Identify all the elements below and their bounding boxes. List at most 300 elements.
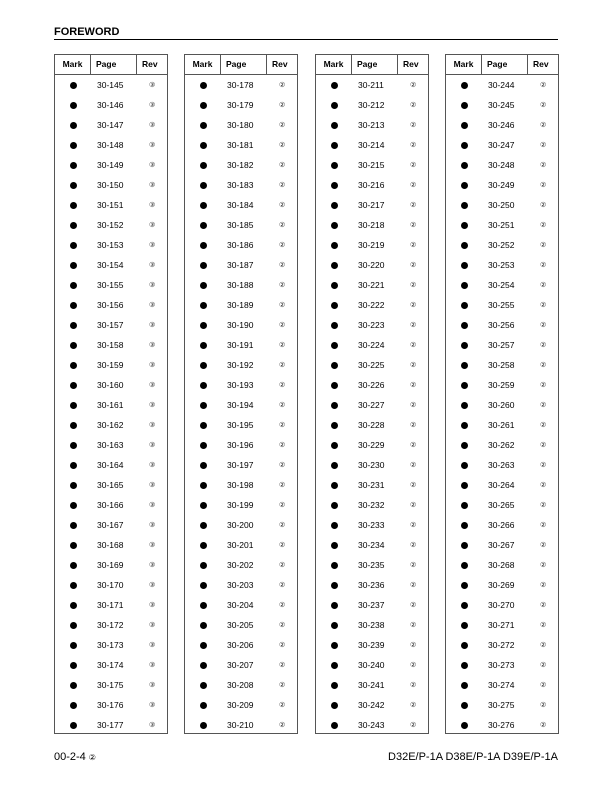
- page-cell: 30-257: [488, 340, 515, 350]
- table-row: [316, 215, 428, 235]
- page-cell: 30-165: [97, 480, 124, 490]
- page-cell: 30-238: [358, 620, 385, 630]
- table-row: [446, 555, 558, 575]
- table-row: [446, 95, 558, 115]
- table-row: [316, 475, 428, 495]
- table-row: [55, 615, 167, 635]
- mark-cell: [316, 402, 352, 409]
- rev-cell: ②: [279, 382, 286, 389]
- mark-cell: [55, 342, 91, 349]
- revision-mark-dot-icon: [331, 582, 338, 589]
- page-cell: 30-243: [358, 720, 385, 730]
- rev-cell: ②: [540, 582, 547, 589]
- rev-cell: ②: [540, 642, 547, 649]
- page-cell: 30-195: [227, 420, 254, 430]
- table-row: [446, 675, 558, 695]
- table-row: [185, 315, 297, 335]
- mark-cell: [446, 482, 482, 489]
- mark-cell: [185, 682, 221, 689]
- mark-cell: [55, 462, 91, 469]
- footer-page-number: [54, 751, 96, 763]
- table-row: [316, 395, 428, 415]
- page-cell: 30-241: [358, 680, 385, 690]
- rev-cell: ③: [149, 82, 156, 89]
- table-row: [316, 575, 428, 595]
- table-row: [185, 515, 297, 535]
- page-cell: 30-224: [358, 340, 385, 350]
- page-cell: 30-160: [97, 380, 124, 390]
- page-cell: 30-146: [97, 100, 124, 110]
- page-cell: 30-225: [358, 360, 385, 370]
- page-cell: 30-258: [488, 360, 515, 370]
- rev-cell: ③: [149, 542, 156, 549]
- page-cell: 30-192: [227, 360, 254, 370]
- rev-cell: ②: [279, 182, 286, 189]
- rev-cell: ②: [410, 162, 417, 169]
- mark-cell: [185, 282, 221, 289]
- revision-mark-dot-icon: [331, 162, 338, 169]
- table-row: [446, 215, 558, 235]
- page-cell: 30-218: [358, 220, 385, 230]
- page-cell: 30-159: [97, 360, 124, 370]
- revision-mark-dot-icon: [331, 342, 338, 349]
- page-cell: 30-183: [227, 180, 254, 190]
- page-cell: 30-167: [97, 520, 124, 530]
- header-page: Page: [482, 55, 528, 74]
- page-cell: 30-261: [488, 420, 515, 430]
- page-cell: 30-246: [488, 120, 515, 130]
- table-row: [316, 615, 428, 635]
- rev-cell: ②: [279, 342, 286, 349]
- table-row: [185, 95, 297, 115]
- table-row: [185, 675, 297, 695]
- page-cell: 30-186: [227, 240, 254, 250]
- table-row: [446, 435, 558, 455]
- page-cell: 30-210: [227, 720, 254, 730]
- table-row: [446, 315, 558, 335]
- rev-cell: ②: [279, 242, 286, 249]
- revision-mark-dot-icon: [461, 662, 468, 669]
- revision-mark-dot-icon: [70, 362, 77, 369]
- rev-cell: ②: [279, 622, 286, 629]
- rev-cell: ②: [540, 462, 547, 469]
- page-cell: 30-166: [97, 500, 124, 510]
- revision-mark-dot-icon: [461, 422, 468, 429]
- table-header: [185, 55, 297, 75]
- rev-cell: ②: [410, 582, 417, 589]
- mark-cell: [446, 262, 482, 269]
- rev-cell: ②: [540, 302, 547, 309]
- revision-mark-dot-icon: [200, 302, 207, 309]
- table-row: [446, 135, 558, 155]
- mark-cell: [446, 542, 482, 549]
- page-cell: 30-232: [358, 500, 385, 510]
- page-cell: 30-190: [227, 320, 254, 330]
- header-rev: Rev: [272, 59, 288, 69]
- rev-cell: ②: [279, 222, 286, 229]
- revision-mark-dot-icon: [461, 542, 468, 549]
- revision-mark-dot-icon: [70, 242, 77, 249]
- page-cell: 30-269: [488, 580, 515, 590]
- table-row: [185, 475, 297, 495]
- page-cell: 30-193: [227, 380, 254, 390]
- table-row: [55, 275, 167, 295]
- mark-cell: [446, 722, 482, 729]
- page-cell: 30-163: [97, 440, 124, 450]
- rev-cell: ②: [279, 522, 286, 529]
- table-row: [446, 695, 558, 715]
- mark-cell: [185, 562, 221, 569]
- mark-cell: [446, 162, 482, 169]
- rev-cell: ②: [410, 362, 417, 369]
- mark-cell: [316, 562, 352, 569]
- rev-cell: ③: [149, 642, 156, 649]
- rev-cell: ②: [279, 602, 286, 609]
- revision-mark-dot-icon: [331, 142, 338, 149]
- rev-cell: ②: [279, 142, 286, 149]
- mark-cell: [185, 222, 221, 229]
- rev-cell: ②: [279, 662, 286, 669]
- revision-mark-dot-icon: [200, 722, 207, 729]
- table-row: [446, 175, 558, 195]
- page-cell: 30-145: [97, 80, 124, 90]
- mark-cell: [55, 702, 91, 709]
- revision-mark-dot-icon: [331, 82, 338, 89]
- rev-cell: ②: [410, 82, 417, 89]
- page-cell: 30-204: [227, 600, 254, 610]
- mark-cell: [446, 562, 482, 569]
- table-row: [316, 315, 428, 335]
- table-row: [55, 95, 167, 115]
- table-row: [185, 335, 297, 355]
- table-row: [55, 175, 167, 195]
- mark-cell: [446, 242, 482, 249]
- rev-cell: ②: [540, 482, 547, 489]
- rev-cell: ②: [410, 302, 417, 309]
- rev-cell: ③: [149, 242, 156, 249]
- revision-mark-dot-icon: [461, 362, 468, 369]
- mark-cell: [316, 222, 352, 229]
- revision-mark-dot-icon: [331, 422, 338, 429]
- table-row: [316, 135, 428, 155]
- mark-cell: [446, 662, 482, 669]
- rev-cell: ②: [410, 262, 417, 269]
- revision-mark-dot-icon: [70, 722, 77, 729]
- rev-cell: ③: [149, 482, 156, 489]
- table-row: [316, 595, 428, 615]
- table-row: [55, 75, 167, 95]
- revision-mark-dot-icon: [461, 442, 468, 449]
- revision-mark-dot-icon: [331, 682, 338, 689]
- table-row: [446, 615, 558, 635]
- rev-cell: ②: [279, 682, 286, 689]
- mark-cell: [446, 462, 482, 469]
- table-row: [185, 455, 297, 475]
- rev-cell: ②: [410, 282, 417, 289]
- rev-cell: ③: [149, 382, 156, 389]
- mark-cell: [446, 362, 482, 369]
- table-row: [316, 95, 428, 115]
- table-row: [316, 275, 428, 295]
- mark-cell: [55, 302, 91, 309]
- revision-mark-dot-icon: [200, 402, 207, 409]
- page-cell: 30-164: [97, 460, 124, 470]
- mark-cell: [55, 382, 91, 389]
- page-cell: 30-158: [97, 340, 124, 350]
- revision-mark-dot-icon: [70, 482, 77, 489]
- rev-cell: ③: [149, 682, 156, 689]
- mark-cell: [446, 642, 482, 649]
- rev-cell: ③: [149, 462, 156, 469]
- table-row: [316, 175, 428, 195]
- mark-cell: [446, 422, 482, 429]
- revision-mark-dot-icon: [70, 162, 77, 169]
- revision-mark-dot-icon: [331, 222, 338, 229]
- revision-mark-dot-icon: [70, 262, 77, 269]
- table-row: [316, 495, 428, 515]
- table-row: [55, 515, 167, 535]
- page-cell: 30-251: [488, 220, 515, 230]
- revision-mark-dot-icon: [70, 642, 77, 649]
- page-cell: 30-223: [358, 320, 385, 330]
- page-cell: 30-260: [488, 400, 515, 410]
- rev-cell: ②: [279, 102, 286, 109]
- revision-mark-dot-icon: [70, 522, 77, 529]
- page-cell: 30-155: [97, 280, 124, 290]
- table-row: [316, 295, 428, 315]
- page-cell: 30-245: [488, 100, 515, 110]
- table-row: [185, 195, 297, 215]
- revision-mark-dot-icon: [200, 682, 207, 689]
- revision-mark-dot-icon: [70, 442, 77, 449]
- mark-cell: [185, 162, 221, 169]
- revision-mark-dot-icon: [331, 542, 338, 549]
- table-row: [316, 555, 428, 575]
- page-cell: 30-253: [488, 260, 515, 270]
- page-cell: 30-161: [97, 400, 124, 410]
- page-cell: 30-212: [358, 100, 385, 110]
- revision-mark-dot-icon: [200, 622, 207, 629]
- rev-cell: ②: [410, 682, 417, 689]
- rev-cell: ②: [410, 662, 417, 669]
- mark-cell: [55, 82, 91, 89]
- mark-cell: [316, 642, 352, 649]
- mark-cell: [446, 222, 482, 229]
- table-row: [185, 295, 297, 315]
- rev-cell: ②: [279, 322, 286, 329]
- page-cell: 30-228: [358, 420, 385, 430]
- page-cell: 30-250: [488, 200, 515, 210]
- mark-cell: [316, 362, 352, 369]
- table-row: [55, 695, 167, 715]
- table-row: [55, 415, 167, 435]
- mark-cell: [316, 522, 352, 529]
- rev-cell: ②: [540, 702, 547, 709]
- mark-cell: [446, 82, 482, 89]
- page-cell: 30-203: [227, 580, 254, 590]
- rev-cell: ②: [410, 542, 417, 549]
- table-row: [55, 195, 167, 215]
- mark-cell: [55, 422, 91, 429]
- revision-mark-dot-icon: [70, 82, 77, 89]
- mark-cell: [316, 342, 352, 349]
- revision-mark-dot-icon: [70, 462, 77, 469]
- table-row: [185, 595, 297, 615]
- mark-cell: [185, 402, 221, 409]
- mark-cell: [316, 682, 352, 689]
- page-cell: 30-231: [358, 480, 385, 490]
- page-cell: 30-247: [488, 140, 515, 150]
- mark-cell: [55, 182, 91, 189]
- mark-cell: [55, 502, 91, 509]
- rev-cell: ②: [410, 182, 417, 189]
- rev-cell: ②: [410, 462, 417, 469]
- page-cell: 30-154: [97, 260, 124, 270]
- table-header: [55, 55, 167, 75]
- table-row: [55, 555, 167, 575]
- page-cell: 30-209: [227, 700, 254, 710]
- table-row: [185, 115, 297, 135]
- mark-cell: [316, 422, 352, 429]
- revision-mark-dot-icon: [461, 602, 468, 609]
- page-rev-mark: ②: [88, 753, 96, 762]
- page-cell: 30-174: [97, 660, 124, 670]
- page-cell: 30-275: [488, 700, 515, 710]
- rev-cell: ②: [410, 442, 417, 449]
- mark-cell: [446, 282, 482, 289]
- revision-mark-dot-icon: [200, 442, 207, 449]
- page-cell: 30-206: [227, 640, 254, 650]
- mark-cell: [55, 142, 91, 149]
- revision-mark-dot-icon: [70, 382, 77, 389]
- revision-mark-dot-icon: [70, 682, 77, 689]
- table-row: [55, 295, 167, 315]
- rev-cell: ②: [540, 82, 547, 89]
- header-rev: Rev: [403, 59, 419, 69]
- page-cell: 30-197: [227, 460, 254, 470]
- mark-cell: [185, 482, 221, 489]
- table-row: [316, 335, 428, 355]
- rev-cell: ③: [149, 622, 156, 629]
- table-row: [446, 455, 558, 475]
- rev-cell: ②: [410, 602, 417, 609]
- rev-cell: ②: [279, 482, 286, 489]
- revision-mark-dot-icon: [200, 582, 207, 589]
- table-row: [185, 415, 297, 435]
- table-row: [446, 115, 558, 135]
- rev-cell: ③: [149, 422, 156, 429]
- revision-mark-dot-icon: [461, 702, 468, 709]
- mark-cell: [316, 182, 352, 189]
- page-cell: 30-229: [358, 440, 385, 450]
- header-rev: Rev: [533, 59, 549, 69]
- rev-cell: ②: [279, 82, 286, 89]
- table-row: [55, 335, 167, 355]
- page-cell: 30-181: [227, 140, 254, 150]
- table-row: [446, 375, 558, 395]
- table-row: [55, 715, 167, 735]
- rev-cell: ②: [540, 262, 547, 269]
- mark-cell: [55, 662, 91, 669]
- mark-cell: [446, 682, 482, 689]
- table-row: [446, 195, 558, 215]
- table-row: [185, 155, 297, 175]
- mark-cell: [55, 202, 91, 209]
- revision-mark-dot-icon: [331, 322, 338, 329]
- revision-mark-dot-icon: [200, 562, 207, 569]
- page-cell: 30-171: [97, 600, 124, 610]
- header-mark: Mark: [185, 55, 221, 74]
- page-cell: 30-215: [358, 160, 385, 170]
- revision-mark-dot-icon: [461, 102, 468, 109]
- mark-cell: [316, 542, 352, 549]
- rev-cell: ③: [149, 102, 156, 109]
- mark-cell: [446, 322, 482, 329]
- mark-cell: [55, 642, 91, 649]
- table-row: [185, 175, 297, 195]
- mark-cell: [316, 442, 352, 449]
- mark-cell: [55, 262, 91, 269]
- revision-mark-dot-icon: [70, 562, 77, 569]
- page-cell: 30-267: [488, 540, 515, 550]
- revision-mark-dot-icon: [70, 662, 77, 669]
- mark-cell: [446, 142, 482, 149]
- revision-mark-dot-icon: [200, 602, 207, 609]
- page-cell: 30-191: [227, 340, 254, 350]
- rev-cell: ②: [279, 442, 286, 449]
- revision-mark-dot-icon: [461, 722, 468, 729]
- rev-cell: ②: [279, 422, 286, 429]
- mark-cell: [55, 402, 91, 409]
- revision-mark-dot-icon: [70, 502, 77, 509]
- page-cell: 30-187: [227, 260, 254, 270]
- revision-mark-dot-icon: [331, 382, 338, 389]
- table-row: [446, 395, 558, 415]
- page-cell: 30-256: [488, 320, 515, 330]
- table-row: [55, 575, 167, 595]
- revision-mark-dot-icon: [70, 142, 77, 149]
- page-cell: 30-272: [488, 640, 515, 650]
- page-cell: 30-264: [488, 480, 515, 490]
- table-row: [185, 135, 297, 155]
- rev-cell: ②: [279, 502, 286, 509]
- table-row: [55, 235, 167, 255]
- revision-mark-dot-icon: [70, 202, 77, 209]
- rev-cell: ③: [149, 162, 156, 169]
- revision-mark-dot-icon: [331, 122, 338, 129]
- revision-mark-dot-icon: [70, 602, 77, 609]
- mark-cell: [446, 302, 482, 309]
- revision-mark-dot-icon: [331, 102, 338, 109]
- table-row: [316, 355, 428, 375]
- mark-cell: [185, 302, 221, 309]
- mark-cell: [316, 242, 352, 249]
- rev-cell: ②: [410, 242, 417, 249]
- rev-cell: ②: [540, 282, 547, 289]
- table-header: [316, 55, 428, 75]
- mark-cell: [316, 722, 352, 729]
- table-row: [446, 535, 558, 555]
- revision-mark-dot-icon: [331, 702, 338, 709]
- revision-mark-dot-icon: [331, 242, 338, 249]
- rev-cell: ②: [410, 322, 417, 329]
- mark-cell: [316, 82, 352, 89]
- page-header: [54, 27, 558, 40]
- rev-cell: ③: [149, 282, 156, 289]
- rev-cell: ③: [149, 202, 156, 209]
- rev-cell: ②: [540, 382, 547, 389]
- table-row: [185, 375, 297, 395]
